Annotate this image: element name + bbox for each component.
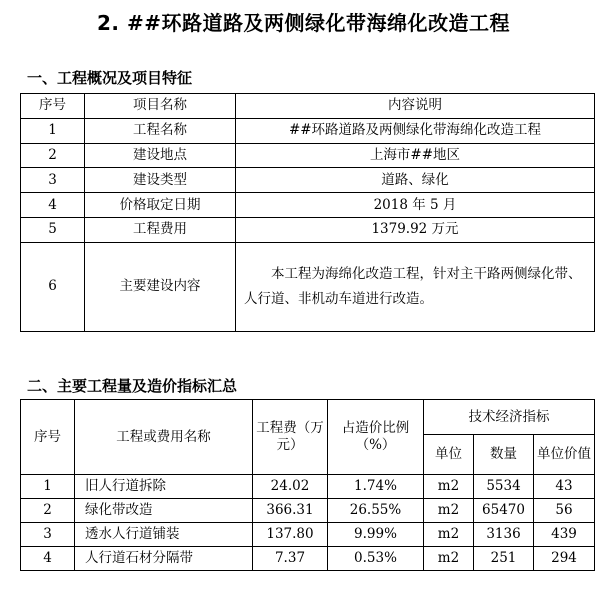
header-cost: 工程费（万元）: [253, 400, 328, 475]
row-name: 绿化带改造: [75, 499, 253, 523]
table-row: [21, 143, 595, 168]
row-no: 6: [21, 242, 85, 331]
row-desc: ##环路道路及两侧绿化带海绵化改造工程: [236, 118, 595, 143]
row-unit: m2: [424, 547, 474, 571]
header-name: 工程或费用名称: [75, 400, 253, 475]
row-cost: 24.02: [253, 475, 328, 499]
row-ratio: 9.99%: [328, 523, 424, 547]
row-desc: 道路、绿化: [236, 168, 595, 193]
row-desc: 本工程为海绵化改造工程，针对主干路两侧绿化带、人行道、非机动车道进行改造。: [236, 242, 595, 331]
table-row: [21, 193, 595, 218]
row-name: 人行道石材分隔带: [75, 547, 253, 571]
header-no: 序号: [21, 94, 85, 119]
row-name: 价格取定日期: [85, 193, 236, 218]
section-heading-cost-index: 二、主要工程量及造价指标汇总: [27, 377, 238, 395]
header-qty: 数量: [474, 435, 534, 475]
row-no: 3: [21, 168, 85, 193]
row-name: 主要建设内容: [85, 242, 236, 331]
row-ratio: 0.53%: [328, 547, 424, 571]
row-name: 旧人行道拆除: [75, 475, 253, 499]
row-cost: 7.37: [253, 547, 328, 571]
row-name: 建设地点: [85, 143, 236, 168]
table-row: [21, 523, 595, 547]
row-qty: 65470: [474, 499, 534, 523]
row-desc: 上海市##地区: [236, 143, 595, 168]
row-name: 建设类型: [85, 168, 236, 193]
document-title: 2. ##环路道路及两侧绿化带海绵化改造工程: [97, 11, 510, 35]
row-no: 2: [21, 143, 85, 168]
row-unit: m2: [424, 523, 474, 547]
row-cost: 137.80: [253, 523, 328, 547]
table-header-row: [21, 94, 595, 119]
row-unit-price: 439: [534, 523, 595, 547]
header-no: 序号: [21, 400, 75, 475]
row-ratio: 1.74%: [328, 475, 424, 499]
row-qty: 3136: [474, 523, 534, 547]
row-no: 5: [21, 217, 85, 242]
header-description: 内容说明: [236, 94, 595, 119]
row-no: 1: [21, 118, 85, 143]
row-qty: 5534: [474, 475, 534, 499]
row-ratio: 26.55%: [328, 499, 424, 523]
row-no: 3: [21, 523, 75, 547]
row-unit-price: 43: [534, 475, 595, 499]
header-ratio: 占造价比例（%）: [328, 400, 424, 475]
row-no: 4: [21, 547, 75, 571]
row-qty: 251: [474, 547, 534, 571]
table-header-row: [21, 400, 595, 435]
row-desc: 2018 年 5 月: [236, 193, 595, 218]
section-heading-overview: 一、工程概况及项目特征: [27, 69, 193, 87]
row-no: 4: [21, 193, 85, 218]
header-unit: 单位: [424, 435, 474, 475]
row-name: 透水人行道铺装: [75, 523, 253, 547]
row-unit-price: 294: [534, 547, 595, 571]
row-unit: m2: [424, 475, 474, 499]
table-row: [21, 499, 595, 523]
table-row: [21, 475, 595, 499]
header-unit-price: 单位价值: [534, 435, 595, 475]
table-row: [21, 242, 595, 331]
header-tech-index: 技术经济指标: [424, 400, 595, 435]
row-unit-price: 56: [534, 499, 595, 523]
row-cost: 366.31: [253, 499, 328, 523]
table-row: [21, 168, 595, 193]
row-name: 工程费用: [85, 217, 236, 242]
overview-table: [20, 93, 595, 332]
row-desc: 1379.92 万元: [236, 217, 595, 242]
row-unit: m2: [424, 499, 474, 523]
table-row: [21, 217, 595, 242]
row-name: 工程名称: [85, 118, 236, 143]
header-item-name: 项目名称: [85, 94, 236, 119]
cost-index-table: [20, 399, 595, 571]
row-no: 2: [21, 499, 75, 523]
row-no: 1: [21, 475, 75, 499]
table-row: [21, 118, 595, 143]
table-row: [21, 547, 595, 571]
